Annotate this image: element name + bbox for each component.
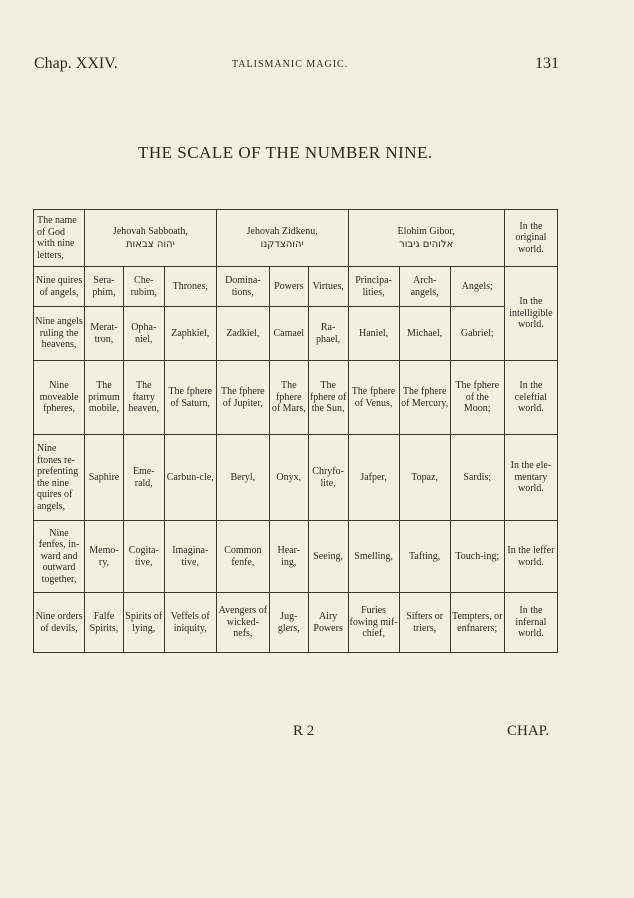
table-cell: The fphere of Jupiter, xyxy=(216,361,269,435)
table-cell: Powers xyxy=(269,267,308,307)
table-cell: Tempters, or enfnarers; xyxy=(450,593,504,653)
row-label: Nine fenfes, in-ward and outward together, xyxy=(34,521,85,593)
row-label: Nine angels ruling the heavens, xyxy=(34,307,85,361)
table-cell: Virtues, xyxy=(308,267,348,307)
table-cell: Jug-glers, xyxy=(269,593,308,653)
table-cell: The fphere of Saturn, xyxy=(164,361,216,435)
table-cell: Sera-phim, xyxy=(85,267,124,307)
table-row xyxy=(34,593,558,653)
world-cell: In the original world. xyxy=(504,210,557,267)
world-cell: In the celeftial world. xyxy=(504,361,557,435)
table-cell: Chryfo-lite, xyxy=(308,435,348,521)
table-cell: Haniel, xyxy=(348,307,399,361)
table-cell: Sifters or triers, xyxy=(399,593,450,653)
table-cell: Onyx, xyxy=(269,435,308,521)
table-cell: Cogita-tive, xyxy=(123,521,164,593)
table-cell: Beryl, xyxy=(216,435,269,521)
table-row xyxy=(34,210,558,267)
table-cell: Che-rubim, xyxy=(123,267,164,307)
table-title: THE SCALE OF THE NUMBER NINE. xyxy=(138,143,433,162)
table-cell: The fphere of Mars, xyxy=(269,361,308,435)
table-cell: Opha-niel, xyxy=(123,307,164,361)
table-cell: Jafper, xyxy=(348,435,399,521)
table-row xyxy=(34,361,558,435)
table-row xyxy=(34,435,558,521)
table-cell: Smelling, xyxy=(348,521,399,593)
table-cell: Veffels of iniquity, xyxy=(164,593,216,653)
table-cell: Thrones, xyxy=(164,267,216,307)
table-cell: Falfe Spirits, xyxy=(85,593,124,653)
chapter-heading: Chap. XXIV. xyxy=(34,55,118,72)
table-cell: Zaphkiel, xyxy=(164,307,216,361)
table-cell: Common fenfe, xyxy=(216,521,269,593)
table-cell: Carbun-cle, xyxy=(164,435,216,521)
world-cell: In the leffer world. xyxy=(504,521,557,593)
table-cell: Ra-phael, xyxy=(308,307,348,361)
scale-table xyxy=(33,209,558,653)
table-cell: Merat-tron, xyxy=(85,307,124,361)
row-label: Nine moveable fpheres, xyxy=(34,361,85,435)
table-cell: The ftarry heaven, xyxy=(123,361,164,435)
table-cell: Angels; xyxy=(450,267,504,307)
running-title: TALISMANIC MAGIC. xyxy=(232,59,349,70)
row-label: Nine quires of angels, xyxy=(34,267,85,307)
table-cell: Topaz, xyxy=(399,435,450,521)
table-cell: Eme-rald, xyxy=(123,435,164,521)
world-cell: In the intelligible world. xyxy=(504,267,557,361)
table-cell: Furies fowing mif-chief, xyxy=(348,593,399,653)
table-cell: Camael xyxy=(269,307,308,361)
table-cell: Avengers of wicked-nefs, xyxy=(216,593,269,653)
table-row xyxy=(34,307,558,361)
table-cell: Michael, xyxy=(399,307,450,361)
table-cell: Seeing, xyxy=(308,521,348,593)
page-number: 131 xyxy=(535,55,559,72)
table-cell: Airy Powers xyxy=(308,593,348,653)
world-cell: In the ele-mentary world. xyxy=(504,435,557,521)
table-cell: Imagina-tive, xyxy=(164,521,216,593)
god-name-cell: Jehovah Zidkenu, יהוהצדקנו xyxy=(216,210,348,267)
table-cell: Saphire xyxy=(85,435,124,521)
table-cell: The primum mobile, xyxy=(85,361,124,435)
table-cell: Memo-ry, xyxy=(85,521,124,593)
table-cell: Gabriel; xyxy=(450,307,504,361)
table-cell: The fphere of the Sun, xyxy=(308,361,348,435)
table-cell: Domina-tions, xyxy=(216,267,269,307)
row-label: Nine orders of devils, xyxy=(34,593,85,653)
row-label: Nine ftones re-prefenting the nine quires of angels, xyxy=(34,435,85,521)
table-row xyxy=(34,521,558,593)
table-cell: Hear-ing, xyxy=(269,521,308,593)
world-cell: In the infernal world. xyxy=(504,593,557,653)
table-cell: Arch-angels, xyxy=(399,267,450,307)
catchword: CHAP. xyxy=(507,723,550,739)
table-cell: The fphere of Mercury, xyxy=(399,361,450,435)
table-cell: Zadkiel, xyxy=(216,307,269,361)
table-cell: The fphere of Venus, xyxy=(348,361,399,435)
god-name-cell: Jehovah Sabboath, יהוה צבאות xyxy=(85,210,217,267)
table-cell: Principa-lities, xyxy=(348,267,399,307)
table-cell: The fphere of the Moon; xyxy=(450,361,504,435)
row-label: The name of God with nine letters, xyxy=(34,210,85,267)
table-cell: Spirits of lying, xyxy=(123,593,164,653)
table-cell: Sardis; xyxy=(450,435,504,521)
table-cell: Tafting, xyxy=(399,521,450,593)
god-name-cell: Elohim Gibor, אלוהים גיבור xyxy=(348,210,504,267)
table-row xyxy=(34,267,558,307)
table-cell: Touch-ing; xyxy=(450,521,504,593)
signature-mark: R 2 xyxy=(293,723,315,739)
